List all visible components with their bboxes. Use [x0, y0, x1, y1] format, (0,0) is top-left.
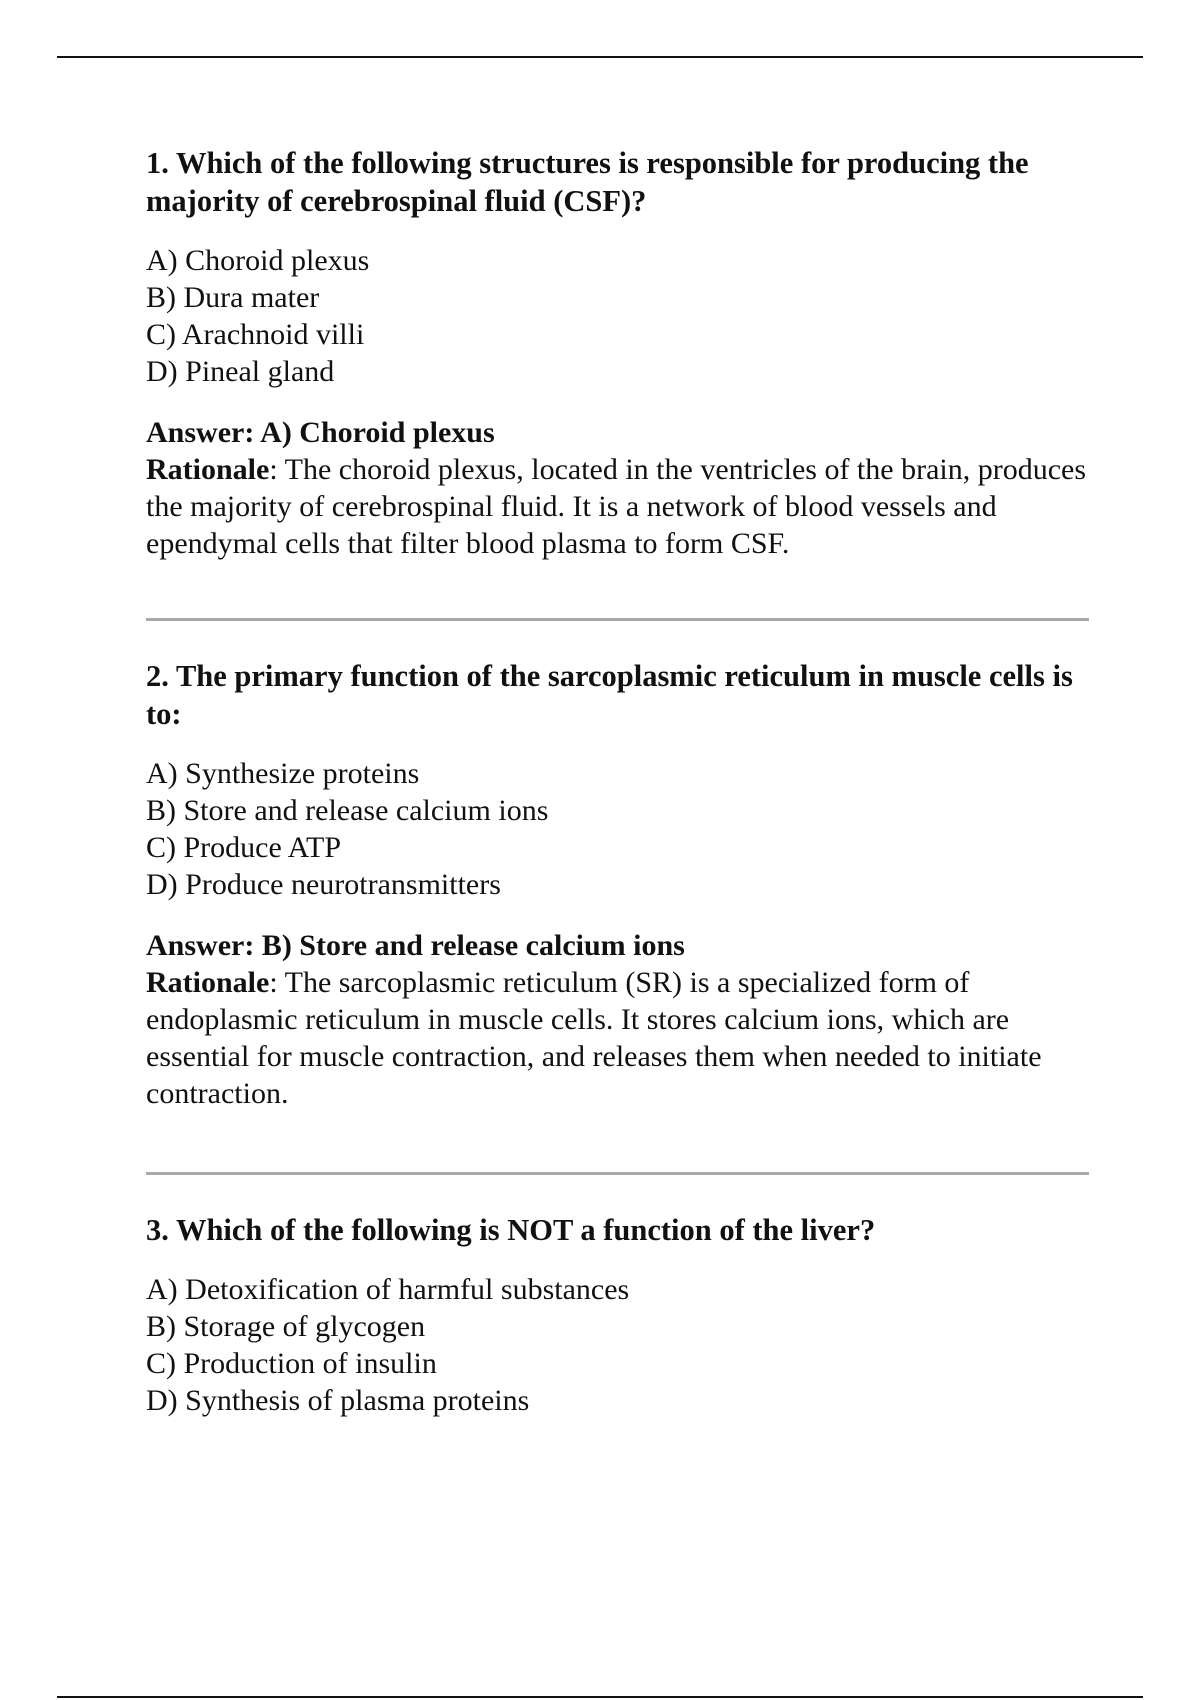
question-text: 3. Which of the following is NOT a function of the liver? [146, 1213, 876, 1247]
page-bottom-rule [57, 1696, 1143, 1698]
option-c: C) Arachnoid villi [146, 318, 365, 351]
question-separator [146, 618, 1089, 621]
rationale [146, 451, 1096, 562]
options-list [146, 1271, 1096, 1419]
rationale [146, 964, 1096, 1112]
question-text: 2. The primary function of the sarcoplasmic reticulum in muscle cells is to: [146, 659, 1073, 731]
option-a: A) Synthesize proteins [146, 757, 420, 790]
rationale-label: Rationale [146, 453, 270, 486]
option-a: A) Detoxification of harmful substances [146, 1273, 630, 1306]
option-b: B) Storage of glycogen [146, 1310, 426, 1343]
option-a: A) Choroid plexus [146, 244, 370, 277]
option-d: D) Pineal gland [146, 355, 335, 388]
question-text: 1. Which of the following structures is responsible for producing the majority of cerebrospinal fluid (CSF)? [146, 146, 1029, 218]
question-separator [146, 1172, 1089, 1175]
options-list [146, 755, 1096, 903]
answer-line: Answer: B) Store and release calcium ions [146, 929, 685, 962]
answer-block [146, 414, 1096, 562]
rationale-label: Rationale [146, 966, 270, 999]
option-d: D) Produce neurotransmitters [146, 868, 501, 901]
question-2 [146, 657, 1096, 1112]
answer-block [146, 927, 1096, 1112]
document-content [146, 144, 1096, 1419]
options-list [146, 242, 1096, 390]
question-3 [146, 1211, 1096, 1419]
rationale-text: : The sarcoplasmic reticulum (SR) is a specialized form of endoplasmic reticulum in muscle cells. It stores calcium ions, which are essential for muscle contraction, and releases them when needed to initiate contraction. [146, 966, 1042, 1110]
page-top-rule [57, 56, 1143, 58]
rationale-text: : The choroid plexus, located in the ventricles of the brain, produces the majority of cerebrospinal fluid. It is a network of blood vessels and ependymal cells that filter blood plasma to form CSF. [146, 453, 1087, 560]
option-d: D) Synthesis of plasma proteins [146, 1384, 530, 1417]
question-1 [146, 144, 1096, 562]
option-c: C) Production of insulin [146, 1347, 437, 1380]
answer-line: Answer: A) Choroid plexus [146, 416, 495, 449]
option-c: C) Produce ATP [146, 831, 341, 864]
option-b: B) Dura mater [146, 281, 320, 314]
option-b: B) Store and release calcium ions [146, 794, 549, 827]
